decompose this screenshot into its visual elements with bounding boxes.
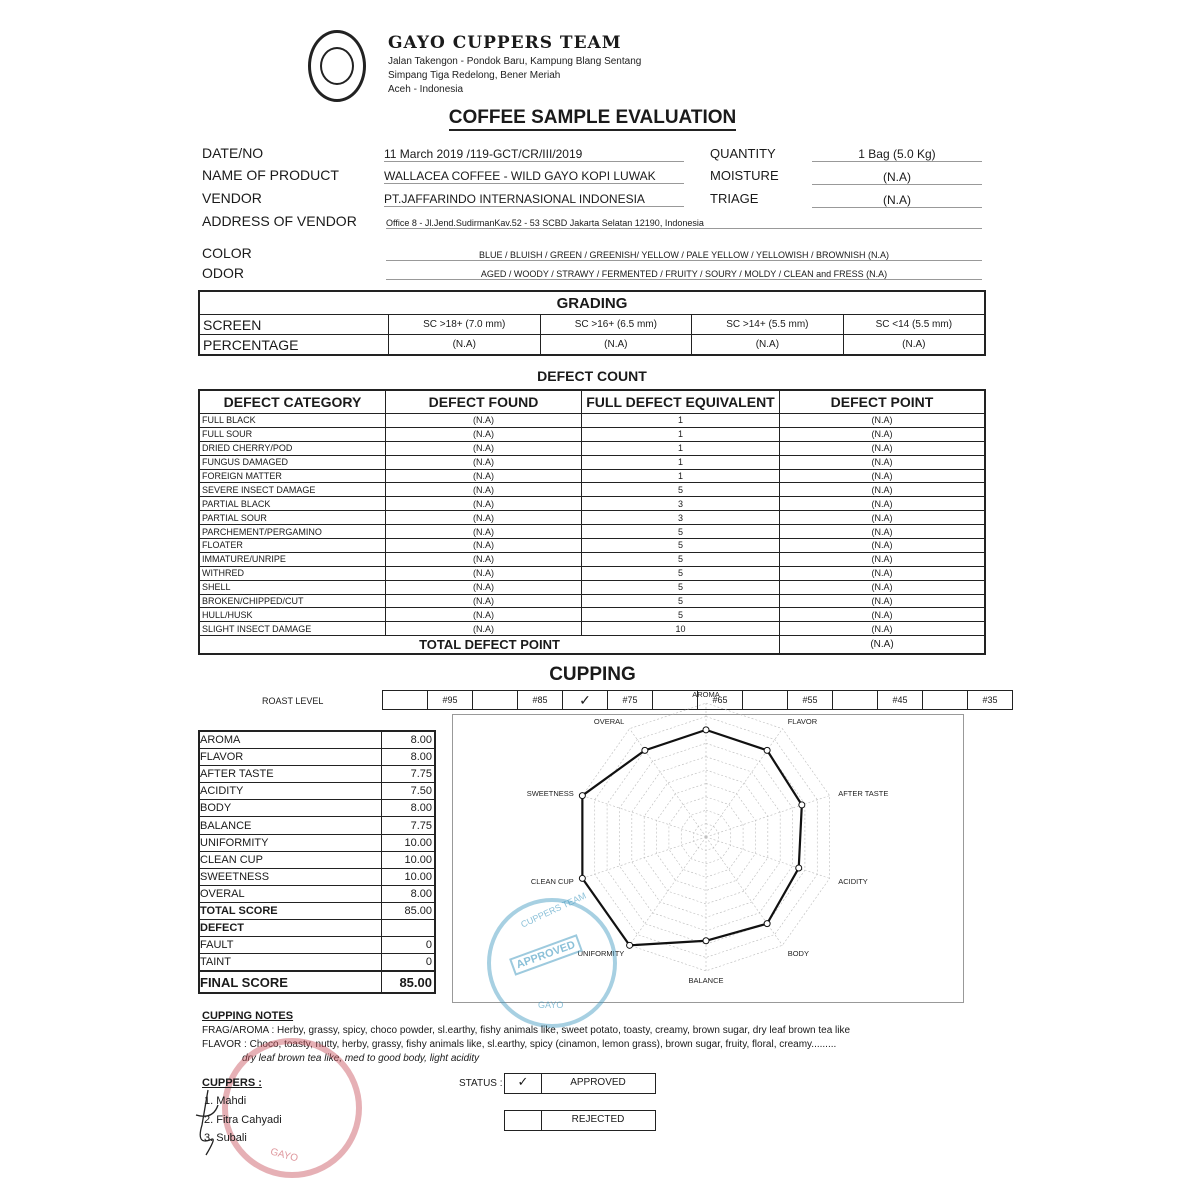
defect-row	[199, 608, 985, 622]
approved-status-box[interactable]	[504, 1073, 656, 1094]
moisture-value: (N.A)	[812, 170, 982, 185]
score-row	[199, 817, 435, 834]
product-value: WALLACEA COFFEE - WILD GAYO KOPI LUWAK	[384, 169, 684, 184]
roast-level-cell: #45	[878, 691, 923, 710]
notes-aroma: FRAG/AROMA : Herby, grassy, spicy, choco powder, sl.earthy, fishy animals like, sweet potato, toasty, creamy, brown sugar, dry leaf brown tea like	[202, 1025, 851, 1036]
score-value: 8.00	[382, 749, 436, 766]
defect-found: (N.A)	[386, 511, 582, 525]
radar-point	[764, 747, 770, 753]
defect-category: FLOATER	[199, 539, 386, 553]
rejected-label: REJECTED	[571, 1114, 625, 1125]
date-label: DATE/NO	[202, 145, 264, 161]
defect-equivalent: 5	[582, 594, 780, 608]
approved-stamp-ring-text: CUPPERS TEAM	[519, 890, 588, 930]
defect-point: (N.A)	[780, 594, 986, 608]
defect-equivalent: 5	[582, 566, 780, 580]
defect-row	[199, 427, 985, 441]
defect-point: (N.A)	[780, 511, 986, 525]
product-label: NAME OF PRODUCT	[202, 167, 339, 183]
defect-point: (N.A)	[780, 566, 986, 580]
date-value: 11 March 2019 /119-GCT/CR/III/2019	[384, 147, 684, 162]
defect-row	[199, 580, 985, 594]
percentage-cell: (N.A)	[540, 335, 692, 356]
defect-point: (N.A)	[780, 552, 986, 566]
org-address-line: Simpang Tiga Redelong, Bener Meriah	[388, 70, 561, 81]
defect-found: (N.A)	[386, 566, 582, 580]
roast-level-cell	[473, 691, 518, 710]
defect-row	[199, 455, 985, 469]
score-row	[199, 954, 435, 972]
score-value: 10.00	[382, 851, 436, 868]
score-value: 8.00	[382, 885, 436, 902]
defect-category: FULL SOUR	[199, 427, 386, 441]
radar-axis-label: BODY	[787, 948, 809, 958]
odor-options: AGED / WOODY / STRAWY / FERMENTED / FRUITY / SOURY / MOLDY / CLEAN and FRESS (N.A)	[386, 269, 982, 280]
radar-axis-label: UNIFORMITY	[577, 948, 625, 958]
score-attribute: OVERAL	[199, 885, 382, 902]
screen-cell: SC >18+ (7.0 mm)	[389, 315, 541, 335]
defect-point: (N.A)	[780, 427, 986, 441]
approved-stamp-text: APPROVED	[509, 934, 583, 975]
org-address-line: Jalan Takengon - Pondok Baru, Kampung Blang Sentang	[388, 56, 642, 67]
moisture-label: MOISTURE	[710, 168, 779, 183]
roast-level-cell	[383, 691, 428, 710]
defect-found: (N.A)	[386, 414, 582, 428]
quantity-value: 1 Bag (5.0 Kg)	[812, 147, 982, 162]
defect-found: (N.A)	[386, 539, 582, 553]
defect-category: SHELL	[199, 580, 386, 594]
defect-row	[199, 552, 985, 566]
radar-axis-label: AROMA	[692, 689, 720, 699]
score-attribute: DEFECT	[199, 920, 382, 937]
final-score-row	[199, 971, 435, 993]
score-row	[199, 783, 435, 800]
roast-level-cell: #35	[968, 691, 1013, 710]
cupping-title: CUPPING	[549, 664, 636, 685]
defect-category: SLIGHT INSECT DAMAGE	[199, 622, 386, 636]
defect-category: FULL BLACK	[199, 414, 386, 428]
defect-found: (N.A)	[386, 497, 582, 511]
vendor-value: PT.JAFFARINDO INTERNASIONAL INDONESIA	[384, 192, 684, 207]
score-value	[382, 920, 436, 937]
score-attribute: AROMA	[199, 731, 382, 749]
quantity-label: QUANTITY	[710, 146, 776, 161]
cupper-name: 1. Mahdi	[204, 1095, 247, 1107]
final-score-value: 85.00	[382, 971, 436, 993]
defect-found: (N.A)	[386, 441, 582, 455]
score-value: 10.00	[382, 834, 436, 851]
grading-table	[198, 290, 986, 356]
defect-point: (N.A)	[780, 441, 986, 455]
address-value: Office 8 - Jl.Jend.SudirmanKav.52 - 53 SCBD Jakarta Selatan 12190, Indonesia	[386, 218, 982, 229]
defect-category: IMMATURE/UNRIPE	[199, 552, 386, 566]
defect-row	[199, 469, 985, 483]
score-attribute: TAINT	[199, 954, 382, 972]
score-value: 85.00	[382, 902, 436, 919]
score-attribute: SWEETNESS	[199, 868, 382, 885]
defect-equivalent: 5	[582, 483, 780, 497]
total-defect-row	[199, 636, 985, 655]
screen-cell: SC >16+ (6.5 mm)	[540, 315, 692, 335]
defect-equivalent: 5	[582, 580, 780, 594]
defect-category: PARCHEMENT/PERGAMINO	[199, 525, 386, 539]
defect-row	[199, 539, 985, 553]
org-name: GAYO CUPPERS TEAM	[388, 33, 622, 53]
score-table	[198, 730, 436, 994]
defect-equivalent: 5	[582, 539, 780, 553]
defect-header: DEFECT FOUND	[386, 390, 582, 414]
radar-axis-label: SWEETNESS	[526, 788, 574, 798]
defect-category: PARTIAL BLACK	[199, 497, 386, 511]
percentage-label: PERCENTAGE	[199, 335, 389, 356]
score-value: 7.75	[382, 766, 436, 783]
final-score-label: FINAL SCORE	[199, 971, 382, 993]
defect-category: PARTIAL SOUR	[199, 511, 386, 525]
radar-point	[642, 747, 648, 753]
defect-category: HULL/HUSK	[199, 608, 386, 622]
status-label: STATUS :	[459, 1078, 503, 1089]
score-attribute: TOTAL SCORE	[199, 902, 382, 919]
score-row	[199, 731, 435, 749]
defect-header: DEFECT CATEGORY	[199, 390, 386, 414]
red-stamp-text: GAYO	[269, 1146, 300, 1165]
defect-found: (N.A)	[386, 525, 582, 539]
defect-category: FUNGUS DAMAGED	[199, 455, 386, 469]
radar-series-line	[582, 730, 801, 945]
cupper-name: 2. Fitra Cahyadi	[204, 1114, 282, 1126]
cuppers-title: CUPPERS :	[202, 1077, 262, 1089]
radar-axis-label: OVERAL	[593, 717, 625, 727]
defect-found: (N.A)	[386, 552, 582, 566]
defect-equivalent: 3	[582, 497, 780, 511]
score-value: 7.50	[382, 783, 436, 800]
defect-header: DEFECT POINT	[780, 390, 986, 414]
defect-equivalent: 10	[582, 622, 780, 636]
screen-cell: SC >14+ (5.5 mm)	[692, 315, 844, 335]
score-value: 8.00	[382, 800, 436, 817]
defect-header: FULL DEFECT EQUIVALENT	[582, 390, 780, 414]
score-value: 0	[382, 937, 436, 954]
score-attribute: FLAVOR	[199, 749, 382, 766]
score-value: 8.00	[382, 731, 436, 749]
document-title: COFFEE SAMPLE EVALUATION	[0, 107, 1185, 129]
defect-point: (N.A)	[780, 414, 986, 428]
radar-axis	[706, 796, 830, 837]
total-defect-value: (N.A)	[780, 636, 986, 655]
grading-title: GRADING	[199, 291, 985, 315]
notes-flavor-continued: dry leaf brown tea like, med to good body, light acidity	[242, 1053, 480, 1064]
org-logo	[308, 30, 366, 102]
percentage-row	[199, 335, 985, 356]
radar-point	[799, 802, 805, 808]
defect-point: (N.A)	[780, 525, 986, 539]
screen-cell: SC <14 (5.5 mm)	[843, 315, 985, 335]
defect-found: (N.A)	[386, 427, 582, 441]
score-value: 0	[382, 954, 436, 972]
score-value: 7.75	[382, 817, 436, 834]
defect-row	[199, 622, 985, 636]
radar-axis	[630, 729, 706, 837]
address-label: ADDRESS OF VENDOR	[202, 213, 357, 229]
defect-point: (N.A)	[780, 622, 986, 636]
score-attribute: FAULT	[199, 937, 382, 954]
cupping-notes-title: CUPPING NOTES	[202, 1010, 294, 1022]
defect-point: (N.A)	[780, 580, 986, 594]
rejected-status-box[interactable]	[504, 1110, 656, 1131]
score-row	[199, 851, 435, 868]
notes-flavor: FLAVOR : Choco, toasty, nutty, herby, grassy, fishy animals like, sl.earthy, spicy (cinamon, lemon grass), brown sugar, fruity, floral, creamy.........	[202, 1039, 837, 1050]
defect-found: (N.A)	[386, 455, 582, 469]
radar-axis-label: BALANCE	[688, 976, 724, 986]
radar-point	[703, 938, 709, 944]
defect-point: (N.A)	[780, 608, 986, 622]
roast-level-cell: #95	[428, 691, 473, 710]
defect-point: (N.A)	[780, 455, 986, 469]
vendor-label: VENDOR	[202, 190, 262, 206]
defect-row	[199, 566, 985, 580]
defect-equivalent: 5	[582, 608, 780, 622]
defect-equivalent: 1	[582, 414, 780, 428]
defect-point: (N.A)	[780, 483, 986, 497]
defect-row	[199, 441, 985, 455]
roast-level-cell: #85	[518, 691, 563, 710]
defect-equivalent: 1	[582, 469, 780, 483]
score-value: 10.00	[382, 868, 436, 885]
roast-level-cell: #75	[608, 691, 653, 710]
defect-row	[199, 497, 985, 511]
defect-row	[199, 525, 985, 539]
signature-scribble	[188, 1085, 228, 1165]
defect-table	[198, 389, 986, 655]
defect-equivalent: 1	[582, 427, 780, 441]
rejected-checkbox[interactable]	[505, 1111, 542, 1130]
score-attribute: AFTER TASTE	[199, 766, 382, 783]
defect-found: (N.A)	[386, 483, 582, 497]
score-row	[199, 902, 435, 919]
score-row	[199, 885, 435, 902]
defect-category: WITHRED	[199, 566, 386, 580]
defect-equivalent: 5	[582, 525, 780, 539]
radar-axis-label: FLAVOR	[787, 717, 818, 727]
approved-stamp-bottom-text: GAYO	[538, 1000, 564, 1010]
score-attribute: UNIFORMITY	[199, 834, 382, 851]
defect-row	[199, 414, 985, 428]
defect-category: BROKEN/CHIPPED/CUT	[199, 594, 386, 608]
color-label: COLOR	[202, 245, 252, 261]
defect-row	[199, 511, 985, 525]
percentage-cell: (N.A)	[692, 335, 844, 356]
radar-point	[796, 865, 802, 871]
radar-point	[764, 921, 770, 927]
percentage-cell: (N.A)	[389, 335, 541, 356]
approved-checkbox[interactable]: ✓	[505, 1074, 542, 1093]
total-defect-label: TOTAL DEFECT POINT	[199, 636, 780, 655]
score-row	[199, 937, 435, 954]
defect-equivalent: 1	[582, 441, 780, 455]
roast-level-cell	[833, 691, 878, 710]
score-row	[199, 749, 435, 766]
defect-found: (N.A)	[386, 622, 582, 636]
triage-label: TRIAGE	[710, 191, 759, 206]
defect-count-title: DEFECT COUNT	[537, 368, 647, 384]
roast-level-cell	[743, 691, 788, 710]
defect-equivalent: 1	[582, 455, 780, 469]
coffee-cup-icon	[320, 47, 354, 85]
approved-label: APPROVED	[570, 1077, 626, 1088]
score-row	[199, 920, 435, 937]
org-address-line: Aceh - Indonesia	[388, 84, 464, 95]
triage-value: (N.A)	[812, 193, 982, 208]
screen-label: SCREEN	[199, 315, 389, 335]
defect-category: FOREIGN MATTER	[199, 469, 386, 483]
defect-row	[199, 594, 985, 608]
radar-point	[579, 875, 585, 881]
roast-level-cell	[923, 691, 968, 710]
defect-found: (N.A)	[386, 469, 582, 483]
radar-axis-label: ACIDITY	[838, 877, 868, 887]
screen-row	[199, 315, 985, 335]
defect-category: DRIED CHERRY/POD	[199, 441, 386, 455]
radar-axis	[582, 837, 706, 878]
defect-point: (N.A)	[780, 497, 986, 511]
radar-point	[627, 942, 633, 948]
defect-found: (N.A)	[386, 608, 582, 622]
defect-found: (N.A)	[386, 594, 582, 608]
defect-point: (N.A)	[780, 469, 986, 483]
defect-category: SEVERE INSECT DAMAGE	[199, 483, 386, 497]
score-attribute: BALANCE	[199, 817, 382, 834]
radar-axis-label: CLEAN CUP	[530, 877, 574, 887]
roast-level-cell: #55	[788, 691, 833, 710]
score-row	[199, 868, 435, 885]
cupper-name: 3. Subali	[204, 1132, 247, 1144]
score-row	[199, 766, 435, 783]
color-options: BLUE / BLUISH / GREEN / GREENISH/ YELLOW / PALE YELLOW / YELLOWISH / BROWNISH (N.A)	[386, 250, 982, 261]
percentage-cell: (N.A)	[843, 335, 985, 356]
odor-label: ODOR	[202, 265, 244, 281]
radar-axis-label: AFTER TASTE	[838, 788, 889, 798]
score-attribute: BODY	[199, 800, 382, 817]
defect-found: (N.A)	[386, 580, 582, 594]
score-row	[199, 800, 435, 817]
defect-point: (N.A)	[780, 539, 986, 553]
score-attribute: ACIDITY	[199, 783, 382, 800]
roast-level-cell	[653, 691, 698, 710]
roast-level-cell: ✓	[563, 691, 608, 710]
defect-equivalent: 3	[582, 511, 780, 525]
score-attribute: CLEAN CUP	[199, 851, 382, 868]
defect-equivalent: 5	[582, 552, 780, 566]
defect-row	[199, 483, 985, 497]
roast-level-label: ROAST LEVEL	[262, 696, 324, 706]
radar-point	[579, 793, 585, 799]
score-row	[199, 834, 435, 851]
roast-level-cell: #65	[698, 691, 743, 710]
radar-point	[703, 727, 709, 733]
